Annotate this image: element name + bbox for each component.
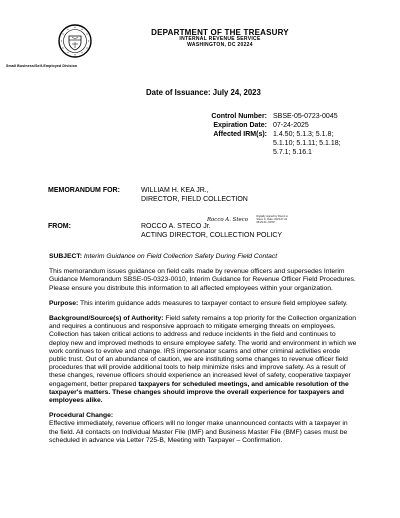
agency-address: WASHINGTON, DC 20224 [187, 41, 253, 48]
purpose-text: This interim guidance adds measures to taxpayer contact to ensure field employee safety. [78, 299, 348, 307]
memo-for-title: DIRECTOR, FIELD COLLECTION [141, 196, 248, 203]
affected-irm-line: 5.1.10; 5.1.11; 5.1.18; [273, 140, 341, 147]
treasury-seal-icon [58, 24, 92, 58]
memo-from-title: ACTING DIRECTOR, COLLECTION POLICY [141, 232, 283, 239]
signature-name: Rocco A. Steco [207, 216, 248, 223]
purpose-paragraph [49, 300, 357, 308]
expiration-date-label: Expiration Date: [213, 122, 267, 129]
affected-irm-label: Affected IRM(s): [213, 131, 267, 138]
memo-for-name: WILLIAM H. KEA JR., [141, 187, 209, 194]
control-values [273, 112, 393, 157]
background-paragraph [49, 315, 357, 405]
subject-label: SUBJECT: [49, 253, 83, 260]
department-name: DEPARTMENT OF THE TREASURY [151, 28, 289, 37]
subject-line [49, 253, 357, 261]
purpose-label: Purpose: [49, 299, 79, 307]
division-name: Small Business/Self-Employed Division [6, 64, 78, 68]
memo-from-name: ROCCO A. STECO Jr. [141, 223, 211, 230]
affected-irm-line: 1.4.50; 5.1.3; 5.1.8; [273, 131, 334, 138]
procedural-change-paragraph: Effective immediately, revenue officers will no longer make unannounced contacts with a taxpayer in the field. All contacts on Individual Master File (IMF) and Business Master File (BMF) cases must be scheduled in advance via Letter 725-B, Meeting with Taxpayer – Confirmation. [49, 420, 348, 444]
background-text: Field safety remains a top priority for the Collection organization and requires a continuous and responsive approach to mitigate emerging threats on employees. Collection has taken critical actions to address and reduce incidents in the field and continues to deploy new and improved methods to ensure employee safety. The world and environment in which we work continues to evolve and change. IRS impersonator scams and other criminal activities erode public trust. Out of an abundance of caution, we are instituting some changes to revenue officer field procedures that will provide additional tools to help minimize risks and improve safety. As a result of these changes, revenue officers should experience an increased level of safety, cooperative taxpayer engagement, better prepared [49, 315, 357, 388]
procedural-change-heading: Procedural Change: [49, 412, 114, 420]
subject-text: Interim Guidance on Field Collection Safety During Field Contact [83, 253, 278, 260]
control-number: SBSE-05-0723-0045 [273, 113, 338, 120]
issuance-date: Date of Issuance: July 24, 2023 [146, 88, 261, 97]
memo-for-label: MEMORANDUM FOR: [48, 187, 120, 194]
background-label: Background/Source(s) of Authority: [49, 315, 164, 323]
letterhead [120, 29, 320, 48]
affected-irm-line: 5.7.1; 5.16.1 [273, 149, 312, 156]
memo-body [49, 253, 357, 452]
control-labels [161, 112, 267, 139]
agency-name: INTERNAL REVENUE SERVICE [179, 36, 261, 43]
digital-signature [207, 211, 290, 229]
background-bold-text: taxpayers for scheduled meetings, and amicable resolution of the taxpayer's matters. These changes should improve the overall experience for taxpayers and employees alike. [49, 380, 349, 405]
intro-paragraph: This memorandum issues guidance on field calls made by revenue officers and supersedes Interim Guidance Memorandum SBSE-05-0323-0010, Interim Guidance for Revenue Officer Field Procedures. Please ensure you distribute this information to all affected employees within your organization. [49, 268, 356, 292]
expiration-date: 07-24-2025 [273, 122, 309, 129]
memo-from-label: FROM: [48, 223, 71, 230]
signature-note: Digitally signed by Rocco A. Steco Jr. Date: 2023.07.24 08:29:44 -04'00' [256, 215, 289, 225]
control-number-label: Control Number: [211, 113, 267, 120]
